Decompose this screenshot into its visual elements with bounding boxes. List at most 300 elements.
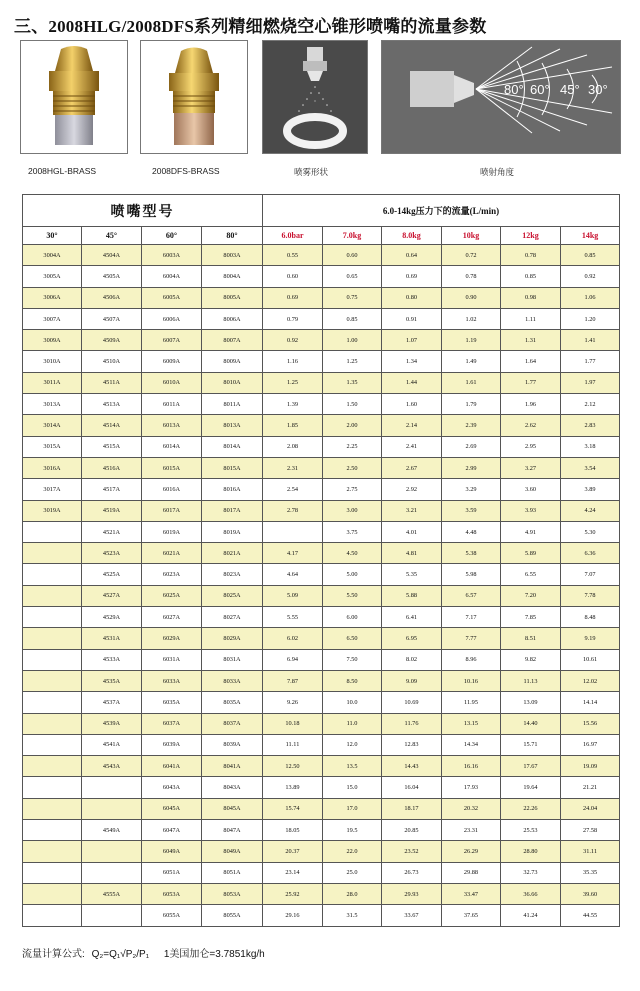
flow-cell: 3.60: [501, 479, 561, 500]
table-row: [23, 436, 620, 457]
model-45-cell: 4509A: [82, 330, 142, 351]
table-row: [23, 585, 620, 606]
flow-cell: 9.82: [501, 649, 561, 670]
table-row: [23, 521, 620, 542]
flow-cell: 21.21: [561, 777, 620, 798]
model-45-cell: 4510A: [82, 351, 142, 372]
model-60-cell: 6015A: [142, 457, 202, 478]
flow-cell: 6.36: [561, 543, 620, 564]
flow-cell: 41.24: [501, 905, 561, 926]
angle-header-30: 30°: [23, 227, 82, 245]
flow-cell: 2.83: [561, 415, 620, 436]
model-45-cell: 4535A: [82, 670, 142, 691]
flow-cell: 33.67: [382, 905, 442, 926]
flow-cell: 2.67: [382, 457, 442, 478]
flow-cell: 3.00: [323, 500, 382, 521]
flow-cell: 2.00: [323, 415, 382, 436]
model-80-cell: 8011A: [202, 394, 263, 415]
flow-cell: 2.31: [263, 457, 323, 478]
model-60-cell: 6007A: [142, 330, 202, 351]
flow-cell: 4.17: [263, 543, 323, 564]
flow-cell: 7.17: [442, 607, 501, 628]
model-30-cell: 3019A: [23, 500, 82, 521]
flow-cell: 4.24: [561, 500, 620, 521]
flow-cell: 10.0: [323, 692, 382, 713]
flow-cell: 26.73: [382, 862, 442, 883]
model-45-cell: [82, 777, 142, 798]
flow-cell: 13.09: [501, 692, 561, 713]
table-row: [23, 798, 620, 819]
model-80-cell: 8041A: [202, 756, 263, 777]
table-row: [23, 415, 620, 436]
model-45-cell: [82, 841, 142, 862]
flow-cell: 3.93: [501, 500, 561, 521]
flow-cell: 10.18: [263, 713, 323, 734]
flow-cell: 37.65: [442, 905, 501, 926]
model-45-cell: 4521A: [82, 521, 142, 542]
flow-cell: 24.04: [561, 798, 620, 819]
flow-cell: 5.98: [442, 564, 501, 585]
brass-nozzle-photo: [20, 40, 128, 154]
model-60-cell: 6029A: [142, 628, 202, 649]
brass-nozzle-filter-photo: [140, 40, 248, 154]
model-80-cell: 8013A: [202, 415, 263, 436]
flow-cell: 1.60: [382, 394, 442, 415]
model-80-cell: 8004A: [202, 266, 263, 287]
formula-expression: Q₂=Q₁√P₂/P₁: [91, 949, 150, 960]
flow-cell: 1.25: [323, 351, 382, 372]
flow-cell: 1.11: [501, 308, 561, 329]
flow-cell: 0.69: [263, 287, 323, 308]
table-row: [23, 883, 620, 904]
model-30-cell: [23, 521, 82, 542]
flow-cell: 15.71: [501, 734, 561, 755]
model-30-cell: [23, 649, 82, 670]
flow-cell: 19.09: [561, 756, 620, 777]
flow-cell: 0.91: [382, 308, 442, 329]
flow-cell: 28.0: [323, 883, 382, 904]
flow-cell: 1.35: [323, 372, 382, 393]
model-60-cell: 6041A: [142, 756, 202, 777]
model-80-cell: 8053A: [202, 883, 263, 904]
model-30-cell: [23, 713, 82, 734]
model-60-cell: 6017A: [142, 500, 202, 521]
model-30-cell: 3010A: [23, 351, 82, 372]
model-80-cell: 8014A: [202, 436, 263, 457]
model-30-cell: 3011A: [23, 372, 82, 393]
flow-cell: 0.90: [442, 287, 501, 308]
model-45-cell: 4507A: [82, 308, 142, 329]
flow-cell: 6.94: [263, 649, 323, 670]
flow-cell: 0.72: [442, 245, 501, 266]
model-45-cell: 4533A: [82, 649, 142, 670]
flow-cell: 7.78: [561, 585, 620, 606]
flow-cell: 6.95: [382, 628, 442, 649]
table-row: [23, 692, 620, 713]
table-row: [23, 607, 620, 628]
flow-cell: 14.34: [442, 734, 501, 755]
flow-cell: 25.0: [323, 862, 382, 883]
caption-spray-angle: 喷射角度: [480, 167, 515, 177]
model-60-cell: 6055A: [142, 905, 202, 926]
flow-cell: 6.02: [263, 628, 323, 649]
table-row: [23, 543, 620, 564]
flow-cell: 0.92: [561, 266, 620, 287]
model-80-cell: 8007A: [202, 330, 263, 351]
flow-cell: 8.48: [561, 607, 620, 628]
model-80-cell: 8019A: [202, 521, 263, 542]
flow-cell: 6.00: [323, 607, 382, 628]
model-45-cell: 4543A: [82, 756, 142, 777]
model-30-cell: [23, 564, 82, 585]
model-30-cell: [23, 756, 82, 777]
pressure-header-14kg: 14kg: [561, 227, 620, 245]
table-row: [23, 756, 620, 777]
flow-cell: 0.60: [323, 245, 382, 266]
model-30-cell: 3017A: [23, 479, 82, 500]
model-60-cell: 6016A: [142, 479, 202, 500]
angle-label-80: 80°: [504, 82, 524, 97]
flow-cell: 0.64: [382, 245, 442, 266]
model-45-cell: [82, 905, 142, 926]
flow-cell: 0.69: [382, 266, 442, 287]
flow-cell: 16.16: [442, 756, 501, 777]
flow-cell: 2.78: [263, 500, 323, 521]
caption-spray-shape: 喷雾形状: [294, 167, 329, 177]
flow-cell: 1.07: [382, 330, 442, 351]
model-60-cell: 6053A: [142, 883, 202, 904]
flow-cell: 17.0: [323, 798, 382, 819]
flow-cell: 25.53: [501, 820, 561, 841]
flow-cell: 29.93: [382, 883, 442, 904]
flow-cell: 19.5: [323, 820, 382, 841]
flow-cell: 1.39: [263, 394, 323, 415]
flow-cell: 0.78: [442, 266, 501, 287]
model-60-cell: 6013A: [142, 415, 202, 436]
model-80-cell: 8027A: [202, 607, 263, 628]
model-30-cell: [23, 883, 82, 904]
pressure-header-10kg: 10kg: [442, 227, 501, 245]
flow-cell: 3.89: [561, 479, 620, 500]
flow-cell: 35.35: [561, 862, 620, 883]
model-30-cell: [23, 628, 82, 649]
flow-cell: 32.73: [501, 862, 561, 883]
model-header: 喷嘴型号: [23, 195, 263, 227]
flow-cell: 18.05: [263, 820, 323, 841]
model-60-cell: 6019A: [142, 521, 202, 542]
flow-cell: 3.54: [561, 457, 620, 478]
flow-cell: 9.19: [561, 628, 620, 649]
pressure-header-8kg: 8.0kg: [382, 227, 442, 245]
model-30-cell: 3009A: [23, 330, 82, 351]
table-row: [23, 351, 620, 372]
flow-cell: 0.65: [323, 266, 382, 287]
spray-pattern-diagram: [262, 40, 368, 154]
angle-label-30: 30°: [588, 82, 608, 97]
model-45-cell: 4505A: [82, 266, 142, 287]
flow-cell: 1.79: [442, 394, 501, 415]
model-80-cell: 8039A: [202, 734, 263, 755]
flow-cell: 11.11: [263, 734, 323, 755]
flow-cell: 4.64: [263, 564, 323, 585]
flow-cell: 1.61: [442, 372, 501, 393]
pressure-header-6bar: 6.0bar: [263, 227, 323, 245]
flow-cell: 1.19: [442, 330, 501, 351]
model-45-cell: 4531A: [82, 628, 142, 649]
product-images: [0, 40, 640, 190]
flow-cell: 0.55: [263, 245, 323, 266]
model-80-cell: 8051A: [202, 862, 263, 883]
model-30-cell: [23, 798, 82, 819]
flow-cell: [263, 521, 323, 542]
flow-cell: 5.88: [382, 585, 442, 606]
model-80-cell: 8003A: [202, 245, 263, 266]
table-row: [23, 394, 620, 415]
model-45-cell: 4539A: [82, 713, 142, 734]
flow-cell: 2.92: [382, 479, 442, 500]
table-row: [23, 564, 620, 585]
model-30-cell: 3016A: [23, 457, 82, 478]
model-60-cell: 6037A: [142, 713, 202, 734]
table-row: [23, 905, 620, 926]
model-45-cell: 4529A: [82, 607, 142, 628]
model-80-cell: 8006A: [202, 308, 263, 329]
flow-cell: 1.41: [561, 330, 620, 351]
flow-cell: 4.50: [323, 543, 382, 564]
flow-cell: 44.55: [561, 905, 620, 926]
flow-cell: 10.61: [561, 649, 620, 670]
pressure-header-7kg: 7.0kg: [323, 227, 382, 245]
flow-cell: 10.16: [442, 670, 501, 691]
flow-cell: 5.89: [501, 543, 561, 564]
flow-cell: 17.67: [501, 756, 561, 777]
flow-cell: 13.5: [323, 756, 382, 777]
flow-cell: 2.75: [323, 479, 382, 500]
model-60-cell: 6004A: [142, 266, 202, 287]
model-45-cell: 4523A: [82, 543, 142, 564]
model-60-cell: 6011A: [142, 394, 202, 415]
flow-cell: 4.91: [501, 521, 561, 542]
flow-cell: 27.58: [561, 820, 620, 841]
flow-cell: 36.66: [501, 883, 561, 904]
table-row: [23, 500, 620, 521]
flow-cell: 7.07: [561, 564, 620, 585]
model-60-cell: 6035A: [142, 692, 202, 713]
flow-cell: 4.81: [382, 543, 442, 564]
flow-cell: 0.79: [263, 308, 323, 329]
flow-cell: 25.92: [263, 883, 323, 904]
flow-header: 6.0-14kg压力下的流量(L/min): [263, 195, 620, 227]
flow-cell: 26.29: [442, 841, 501, 862]
caption-2008hgl: 2008HGL-BRASS: [28, 166, 97, 176]
flow-cell: 2.62: [501, 415, 561, 436]
flow-cell: 14.14: [561, 692, 620, 713]
flow-cell: 28.80: [501, 841, 561, 862]
model-80-cell: 8009A: [202, 351, 263, 372]
model-30-cell: [23, 841, 82, 862]
model-30-cell: 3013A: [23, 394, 82, 415]
flow-table: [22, 194, 620, 927]
flow-cell: 15.56: [561, 713, 620, 734]
model-80-cell: 8047A: [202, 820, 263, 841]
model-45-cell: 4555A: [82, 883, 142, 904]
model-60-cell: 6003A: [142, 245, 202, 266]
model-80-cell: 8021A: [202, 543, 263, 564]
flow-cell: 12.02: [561, 670, 620, 691]
table-row: [23, 457, 620, 478]
flow-cell: 23.52: [382, 841, 442, 862]
model-45-cell: 4515A: [82, 436, 142, 457]
model-60-cell: 6043A: [142, 777, 202, 798]
model-60-cell: 6014A: [142, 436, 202, 457]
angle-label-45: 45°: [560, 82, 580, 97]
flow-cell: 8.50: [323, 670, 382, 691]
model-30-cell: [23, 585, 82, 606]
flow-cell: 29.88: [442, 862, 501, 883]
model-45-cell: 4541A: [82, 734, 142, 755]
table-row: [23, 841, 620, 862]
model-45-cell: 4514A: [82, 415, 142, 436]
model-45-cell: [82, 862, 142, 883]
page-title: 三、2008HLG/2008DFS系列精细燃烧空心锥形喷嘴的流量参数: [14, 17, 487, 36]
model-80-cell: 8029A: [202, 628, 263, 649]
flow-cell: 1.77: [501, 372, 561, 393]
flow-cell: 1.16: [263, 351, 323, 372]
flow-cell: 22.26: [501, 798, 561, 819]
model-60-cell: 6031A: [142, 649, 202, 670]
flow-cell: 31.11: [561, 841, 620, 862]
flow-cell: 1.31: [501, 330, 561, 351]
table-row: [23, 670, 620, 691]
flow-cell: 1.97: [561, 372, 620, 393]
spray-angle-diagram: [381, 40, 621, 154]
flow-cell: 1.20: [561, 308, 620, 329]
model-60-cell: 6009A: [142, 351, 202, 372]
flow-cell: 5.30: [561, 521, 620, 542]
model-30-cell: 3004A: [23, 245, 82, 266]
flow-cell: 2.08: [263, 436, 323, 457]
model-80-cell: 8055A: [202, 905, 263, 926]
model-80-cell: 8015A: [202, 457, 263, 478]
model-80-cell: 8035A: [202, 692, 263, 713]
flow-cell: 3.75: [323, 521, 382, 542]
flow-cell: 11.76: [382, 713, 442, 734]
formula-label: 流量计算公式:: [22, 949, 85, 960]
flow-cell: 2.25: [323, 436, 382, 457]
model-60-cell: 6023A: [142, 564, 202, 585]
flow-cell: 0.80: [382, 287, 442, 308]
flow-cell: 13.15: [442, 713, 501, 734]
model-30-cell: 3006A: [23, 287, 82, 308]
flow-cell: 7.87: [263, 670, 323, 691]
model-80-cell: 8010A: [202, 372, 263, 393]
flow-cell: 14.43: [382, 756, 442, 777]
flow-cell: 20.37: [263, 841, 323, 862]
pressure-header-12kg: 12kg: [501, 227, 561, 245]
flow-cell: 12.83: [382, 734, 442, 755]
flow-cell: 5.55: [263, 607, 323, 628]
flow-cell: 0.85: [561, 245, 620, 266]
flow-cell: 22.0: [323, 841, 382, 862]
model-60-cell: 6005A: [142, 287, 202, 308]
model-80-cell: 8049A: [202, 841, 263, 862]
flow-cell: 2.95: [501, 436, 561, 457]
flow-cell: 1.00: [323, 330, 382, 351]
model-30-cell: 3015A: [23, 436, 82, 457]
model-30-cell: 3014A: [23, 415, 82, 436]
model-45-cell: 4527A: [82, 585, 142, 606]
table-row: [23, 308, 620, 329]
flow-cell: 9.09: [382, 670, 442, 691]
model-60-cell: 6027A: [142, 607, 202, 628]
model-60-cell: 6006A: [142, 308, 202, 329]
flow-cell: 5.00: [323, 564, 382, 585]
model-30-cell: [23, 670, 82, 691]
model-45-cell: 4519A: [82, 500, 142, 521]
table-row: [23, 245, 620, 266]
flow-cell: 16.97: [561, 734, 620, 755]
model-30-cell: [23, 905, 82, 926]
flow-cell: 2.69: [442, 436, 501, 457]
flow-cell: 15.0: [323, 777, 382, 798]
flow-cell: 4.48: [442, 521, 501, 542]
model-80-cell: 8016A: [202, 479, 263, 500]
model-80-cell: 8037A: [202, 713, 263, 734]
model-60-cell: 6039A: [142, 734, 202, 755]
gallon-note: 1美国加仑=3.7851kg/h: [163, 949, 265, 960]
flow-cell: 18.17: [382, 798, 442, 819]
flow-cell: 39.60: [561, 883, 620, 904]
table-row: [23, 266, 620, 287]
model-60-cell: 6010A: [142, 372, 202, 393]
model-60-cell: 6047A: [142, 820, 202, 841]
model-30-cell: [23, 820, 82, 841]
model-30-cell: [23, 692, 82, 713]
flow-cell: 33.47: [442, 883, 501, 904]
flow-cell: 0.98: [501, 287, 561, 308]
angle-header-80: 80°: [202, 227, 263, 245]
flow-cell: 1.85: [263, 415, 323, 436]
flow-cell: 0.60: [263, 266, 323, 287]
flow-cell: 20.32: [442, 798, 501, 819]
flow-cell: 19.64: [501, 777, 561, 798]
model-80-cell: 8025A: [202, 585, 263, 606]
table-row: [23, 628, 620, 649]
flow-cell: 31.5: [323, 905, 382, 926]
table-row: [23, 777, 620, 798]
flow-cell: 29.16: [263, 905, 323, 926]
model-45-cell: 4511A: [82, 372, 142, 393]
flow-cell: 0.85: [323, 308, 382, 329]
model-30-cell: [23, 862, 82, 883]
flow-cell: 1.06: [561, 287, 620, 308]
flow-table-body: [23, 245, 620, 927]
flow-cell: 1.50: [323, 394, 382, 415]
flow-cell: 7.50: [323, 649, 382, 670]
flow-cell: 3.27: [501, 457, 561, 478]
caption-2008dfs: 2008DFS-BRASS: [152, 166, 220, 176]
table-row: [23, 820, 620, 841]
model-30-cell: 3007A: [23, 308, 82, 329]
model-60-cell: 6045A: [142, 798, 202, 819]
flow-cell: 1.64: [501, 351, 561, 372]
model-30-cell: 3005A: [23, 266, 82, 287]
angle-label-60: 60°: [530, 82, 550, 97]
angle-header-45: 45°: [82, 227, 142, 245]
model-80-cell: 8043A: [202, 777, 263, 798]
flow-cell: 3.18: [561, 436, 620, 457]
model-45-cell: 4504A: [82, 245, 142, 266]
